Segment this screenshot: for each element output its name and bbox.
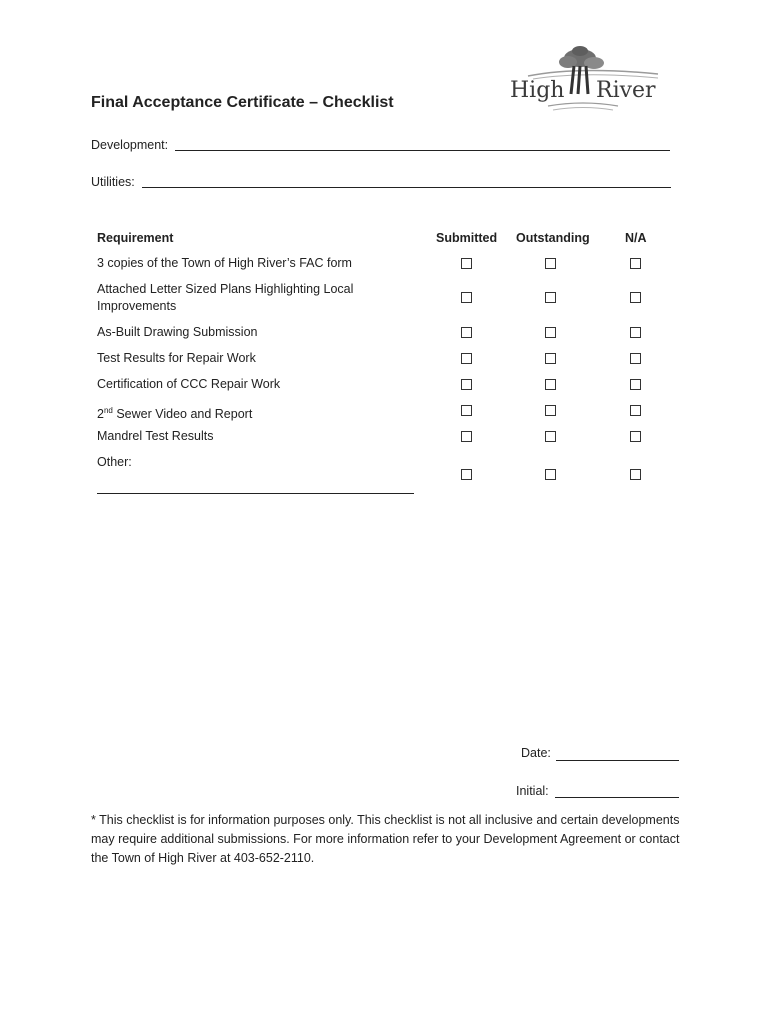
initial-label: Initial: [516, 784, 549, 798]
submitted-checkbox[interactable] [461, 327, 472, 338]
submitted-checkbox[interactable] [461, 292, 472, 303]
na-checkbox[interactable] [630, 431, 641, 442]
requirement-row: 3 copies of the Town of High River’s FAC form [97, 256, 352, 270]
submitted-checkbox[interactable] [461, 431, 472, 442]
outstanding-checkbox[interactable] [545, 469, 556, 480]
na-checkbox[interactable] [630, 327, 641, 338]
logo-text-river: River [596, 78, 656, 103]
requirement-row: Attached Letter Sized Plans Highlighting Local Improvements [97, 282, 354, 313]
submitted-checkbox[interactable] [461, 405, 472, 416]
requirement-row: Certification of CCC Repair Work [97, 377, 281, 391]
header-requirement: Requirement [97, 231, 174, 245]
na-checkbox[interactable] [630, 379, 641, 390]
na-checkbox[interactable] [630, 292, 641, 303]
requirement-row: As-Built Drawing Submission [97, 325, 258, 339]
outstanding-checkbox[interactable] [545, 379, 556, 390]
outstanding-checkbox[interactable] [545, 292, 556, 303]
header-submitted: Submitted [436, 231, 498, 245]
date-field[interactable] [556, 760, 679, 761]
requirement-row-ordinal: nd [103, 406, 113, 415]
outstanding-checkbox[interactable] [545, 405, 556, 416]
date-label: Date: [521, 746, 551, 760]
initial-field[interactable] [555, 797, 679, 798]
utilities-field[interactable] [142, 187, 671, 188]
requirement-row: Mandrel Test Results [97, 429, 214, 443]
outstanding-checkbox[interactable] [545, 327, 556, 338]
requirement-row: Test Results for Repair Work [97, 351, 256, 365]
submitted-checkbox[interactable] [461, 379, 472, 390]
na-checkbox[interactable] [630, 405, 641, 416]
submitted-checkbox[interactable] [461, 469, 472, 480]
submitted-checkbox[interactable] [461, 353, 472, 364]
requirement-row-text: Sewer Video and Report [112, 407, 253, 422]
development-label: Development: [91, 138, 169, 152]
outstanding-checkbox[interactable] [545, 353, 556, 364]
submitted-checkbox[interactable] [461, 258, 472, 269]
header-na: N/A [625, 231, 647, 245]
high-river-logo [508, 44, 660, 114]
utilities-label: Utilities: [91, 175, 135, 189]
development-field[interactable] [175, 150, 670, 151]
disclaimer-note: * This checklist is for information purposes only. This checklist is not all inclusive and certain developments may require additional submissions. For more information refer to your Development Agreement or contact the Town of High River at 403-652-2110. [91, 813, 680, 865]
requirement-row-number: 2 [97, 407, 104, 422]
logo-text-high: High [510, 78, 565, 103]
outstanding-checkbox[interactable] [545, 431, 556, 442]
requirement-row [97, 402, 252, 423]
requirement-row-other: Other: [97, 455, 132, 469]
header-outstanding: Outstanding [516, 231, 590, 245]
na-checkbox[interactable] [630, 258, 641, 269]
na-checkbox[interactable] [630, 469, 641, 480]
na-checkbox[interactable] [630, 353, 641, 364]
other-field[interactable] [97, 493, 414, 494]
outstanding-checkbox[interactable] [545, 258, 556, 269]
page-title: Final Acceptance Certificate – Checklist [91, 94, 394, 111]
